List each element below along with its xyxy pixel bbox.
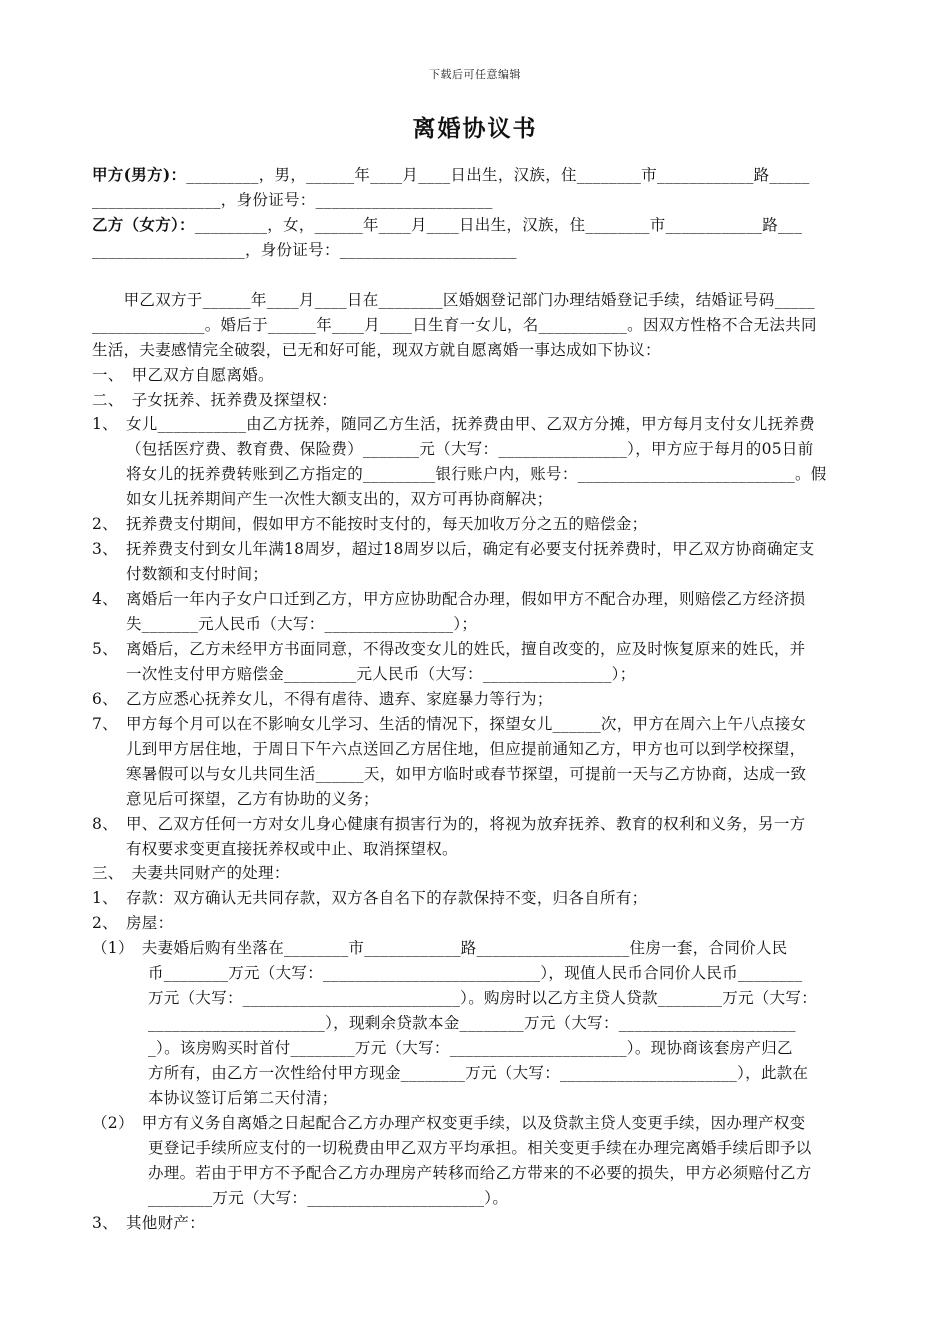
text-line: ________________，身份证号：______________________ <box>92 191 493 209</box>
clause-line: 7、 甲方每个月可以在不影响女儿学习、生活的情况下，探望女儿______次，甲方在周六上午八点接女 <box>92 715 807 733</box>
text-line: 甲乙双方于______年____月____日在________区婚姻登记部门办理结婚登记手续，结婚证号码_____ <box>92 291 815 309</box>
clause-line: 3、 抚养费支付到女儿年满18周岁，超过18周岁以后，确定有必要支付抚养费时，甲乙双方协商确定支 <box>92 540 815 558</box>
sub-clause-line: ________万元（大写：______________________）。 <box>148 1189 509 1207</box>
text-line: ______________。婚后于______年____月____日生育一女儿，名___________。因双方性格不合无法共同 <box>92 316 817 334</box>
clause-line: （包括医疗费、教育费、保险费）_______元（大写：________________），甲方应于每月的05日前 <box>126 440 814 458</box>
sub-clause-line: 本协议签订后第二天付清； <box>148 1089 338 1107</box>
section-heading: 三、 夫妻共同财产的处理： <box>92 864 290 882</box>
section-heading: 一、 甲乙双方自愿离婚。 <box>92 366 274 384</box>
clause-line: 5、 离婚后，乙方未经甲方书面同意，不得改变女儿的姓氏，擅自改变的，应及时恢复原来的姓氏，并 <box>92 640 806 658</box>
clause-line: 有权要求变更直接抚养权或中止、取消探望权。 <box>126 840 458 858</box>
sub-clause-line: 方所有，由乙方一次性给付甲方现金________万元（大写：______________________），此款在 <box>148 1064 809 1082</box>
sub-clause-line: _）。该房购买时首付________万元（大写：______________________）。现协商该套房产归乙 <box>148 1039 793 1057</box>
party-b-line <box>92 215 862 235</box>
clause-line: 8、 甲、乙双方任何一方对女儿身心健康有损害行为的，将视为放弃抚养、教育的权利和义务，另一方 <box>92 815 806 833</box>
sub-clause-line: 币________万元（大写：___________________________），现值人民币合同价人民币________ <box>148 964 803 982</box>
party-b-label: 乙方（女方）： <box>92 215 195 234</box>
sub-clause-line: 办理。若由于甲方不予配合乙方办理房产转移而给乙方带来的不必要的损失，甲方必须赔付乙方 <box>148 1164 812 1182</box>
clause-line: 付数额和支付时间； <box>126 565 269 583</box>
document-title: 离婚协议书 <box>412 115 538 142</box>
clause-line: 失_______元人民币（大写：________________）； <box>126 615 478 633</box>
clause-line: 将女儿的抚养费转账到乙方指定的_________银行账户内，账号：___________________________。假 <box>126 465 827 483</box>
party-a-label: 甲方(男方)： <box>92 165 187 184</box>
sub-clause-line: 更登记手续所应支付的一切税费由甲乙双方平均承担。相关变更手续在办理完离婚手续后即予以 <box>148 1139 812 1157</box>
party-a-text: _________，男，______年____月____日出生，汉族，住________市____________路_____ <box>186 166 810 184</box>
clause-line: 6、 乙方应悉心抚养女儿，不得有虐待、遗弃、家庭暴力等行为； <box>92 690 553 708</box>
sub-clause-line: 万元（大写：___________________________）。购房时以乙方主贷人贷款________万元（大写： <box>148 989 818 1007</box>
section-heading: 二、 子女抚养、抚养费及探望权： <box>92 391 338 409</box>
clause-line: 1、 存款：双方确认无共同存款，双方各自名下的存款保持不变，归各自所有； <box>92 889 648 907</box>
clause-line: 2、 抚养费支付期间，假如甲方不能按时支付的，每天加收万分之五的赔偿金； <box>92 515 648 533</box>
sub-clause-line: （2） 甲方有义务自离婚之日起配合乙方办理产权变更手续，以及贷款主贷人变更手续，因办理产权变 <box>92 1114 806 1132</box>
text-line: ___________________，身份证号：______________________ <box>92 241 517 259</box>
clause-line: 4、 离婚后一年内子女户口迁到乙方，甲方应协助配合办理，假如甲方不配合办理，则赔偿乙方经济损 <box>92 590 806 608</box>
text-line: 生活，夫妻感情完全破裂，已无和好可能，现双方就自愿离婚一事达成如下协议： <box>92 341 661 359</box>
sub-clause-line: （1） 夫妻婚后购有坐落在________市____________路___________________住房一套，合同价人民 <box>92 939 788 957</box>
header-note: 下载后可任意编辑 <box>429 68 521 81</box>
sub-clause-line: ______________________），现剩余贷款本金________万元（大写：______________________ <box>148 1014 796 1032</box>
clause-line: 一次性支付甲方赔偿金_________元人民币（大写：________________）； <box>126 665 636 683</box>
clause-line: 如女儿抚养期间产生一次性大额支出的，双方可再协商解决； <box>126 490 553 508</box>
clause-line: 2、 房屋： <box>92 914 174 932</box>
clause-line: 1、 女儿___________由乙方抚养，随同乙方生活，抚养费由甲、乙双方分摊，甲方每月支付女儿抚养费 <box>92 415 815 433</box>
party-b-text: _________，女，______年____月____日出生，汉族，住________市____________路___ <box>194 216 803 234</box>
clause-line: 儿到甲方居住地，于周日下午六点送回乙方居住地，但应提前通知乙方，甲方也可以到学校探望， <box>126 740 806 758</box>
clause-line: 意见后可探望，乙方有协助的义务； <box>126 790 379 808</box>
clause-line: 寒暑假可以与女儿共同生活______天，如甲方临时或春节探望，可提前一天与乙方协商，达成一致 <box>126 765 807 783</box>
party-a-line <box>92 165 862 185</box>
clause-line: 3、 其他财产： <box>92 1214 206 1232</box>
